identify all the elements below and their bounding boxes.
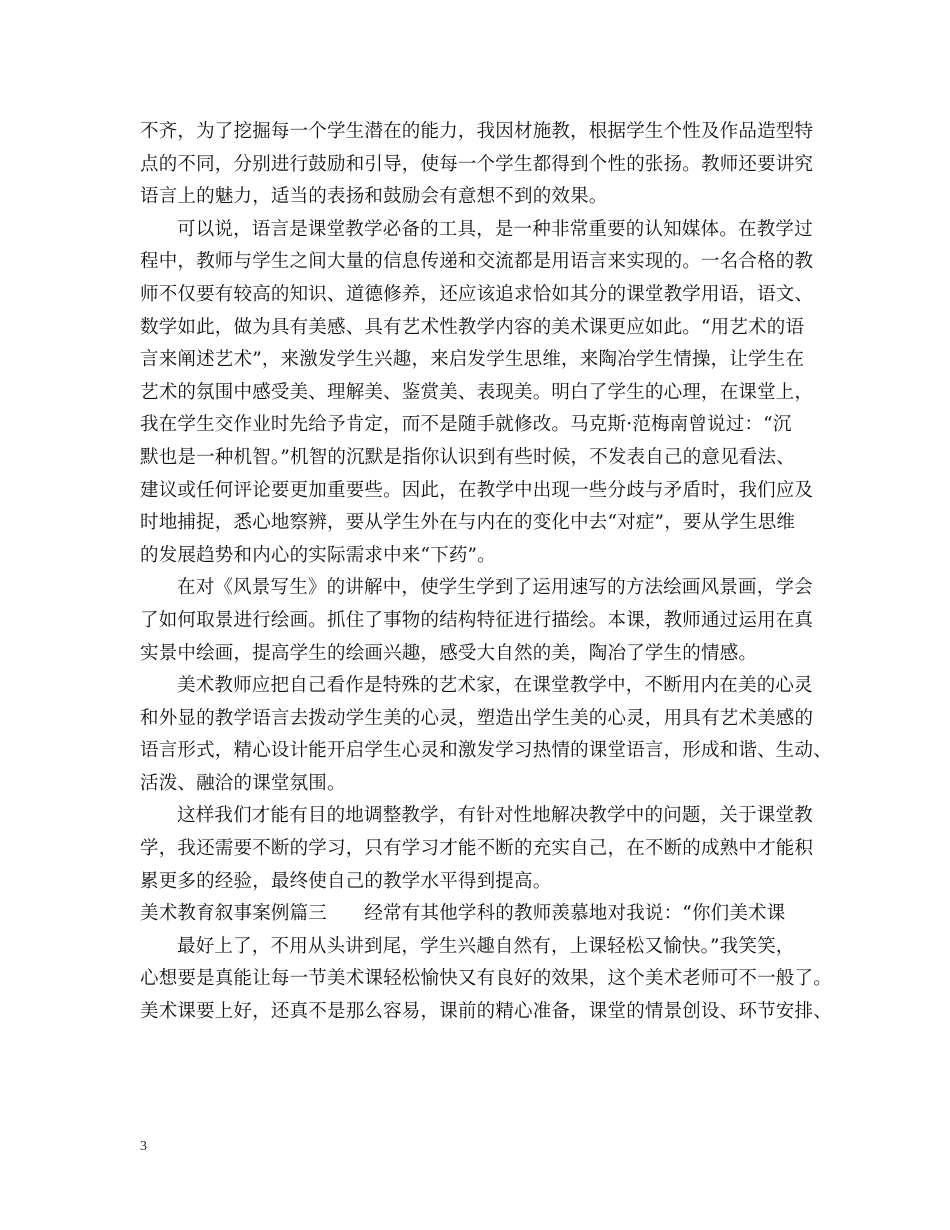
text-line: 建议或任何评论要更加重要些。因此，在教学中出现一些分歧与矛盾时，我们应及 [140, 479, 814, 501]
text-line: 和外显的教学语言去拨动学生美的心灵，塑造出学生美的心灵，用具有艺术美感的 [140, 707, 814, 729]
text-line: 艺术的氛围中感受美、理解美、鉴赏美、表现美。明白了学生的心理，在课堂上， [140, 381, 814, 403]
text-line: 学，我还需要不断的学习，只有学习才能不断的充实自己，在不断的成熟中才能积 [140, 838, 814, 860]
body-text [140, 116, 830, 1029]
text-line: 在对《风景写生》的讲解中，使学生学到了运用速写的方法绘画风景画，学会 [177, 577, 813, 599]
text-line: 语言上的魅力，适当的表扬和鼓励会有意想不到的效果。 [140, 186, 608, 208]
text-line: 美术教育叙事案例篇三 经常有其他学科的教师羡慕地对我说：“你们美术课 [140, 903, 786, 925]
page-number: 3 [140, 1139, 147, 1154]
text-line: 实景中绘画，提高学生的绘画兴趣，感受大自然的美，陶冶了学生的情感。 [140, 642, 758, 664]
text-line: 活泼、融洽的课堂氛围。 [140, 772, 346, 794]
text-line: 可以说，语言是课堂教学必备的工具，是一种非常重要的认知媒体。在教学过 [177, 218, 813, 240]
text-line: 我在学生交作业时先给予肯定，而不是随手就修改。马克斯·范梅南曾说过：“沉 [140, 414, 792, 436]
text-line: 程中，教师与学生之间大量的信息传递和交流都是用语言来实现的。一名合格的教 [140, 251, 814, 273]
text-line: 了如何取景进行绘画。抓住了事物的结构特征进行描绘。本课，教师通过运用在真 [140, 609, 814, 631]
text-line: 美术课要上好，还真不是那么容易，课前的精心准备，课堂的情景创设、环节安排、 [140, 1001, 832, 1023]
text-line: 语言形式，精心设计能开启学生心灵和激发学习热情的课堂语言，形成和谐、生动、 [140, 740, 832, 762]
text-line: 点的不同，分别进行鼓励和引导，使每一个学生都得到个性的张扬。教师还要讲究 [140, 153, 814, 175]
text-line: 的发展趋势和内心的实际需求中来“下药”。 [140, 544, 496, 566]
text-line: 美术教师应把自己看作是特殊的艺术家，在课堂教学中，不断用内在美的心灵 [177, 675, 813, 697]
text-line: 默也是一种机智。”机智的沉默是指你认识到有些时候，不发表自己的意见看法、 [140, 446, 795, 468]
text-line: 累更多的经验，最终使自己的教学水平得到提高。 [140, 870, 552, 892]
text-line: 心想要是真能让每一节美术课轻松愉快又有良好的效果，这个美术老师可不一般了。 [140, 968, 832, 990]
text-line: 最好上了，不用从头讲到尾，学生兴趣自然有，上课轻松又愉快。”我笑笑， [177, 935, 795, 957]
text-line: 这样我们才能有目的地调整教学，有针对性地解决教学中的问题，关于课堂教 [177, 805, 813, 827]
text-line: 言来阐述艺术”，来激发学生兴趣，来启发学生思维，来陶冶学生情操，让学生在 [140, 349, 805, 371]
text-line: 不齐，为了挖掘每一个学生潜在的能力，我因材施教，根据学生个性及作品造型特 [140, 121, 814, 142]
text-line: 师不仅要有较高的知识、道德修养，还应该追求恰如其分的课堂教学用语，语文、 [140, 283, 814, 305]
text-line: 数学如此，做为具有美感、具有艺术性教学内容的美术课更应如此。“用艺术的语 [140, 316, 805, 338]
text-line: 时地捕捉，悉心地察辨，要从学生外在与内在的变化中去“对症”，要从学生思维 [140, 512, 796, 534]
